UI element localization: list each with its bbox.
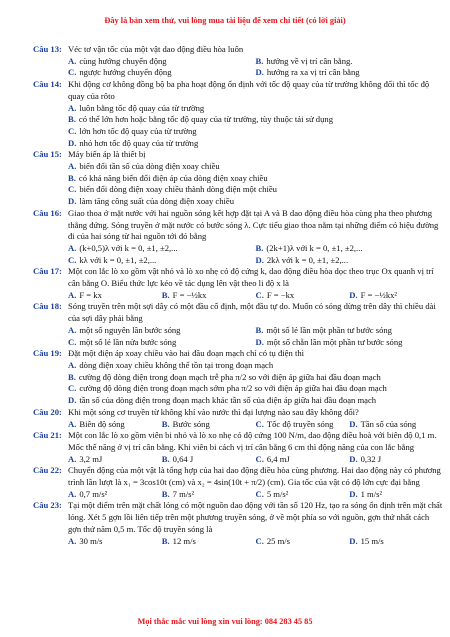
question-stem: Một con lắc lò xo gồm vật nhỏ và lò xo nhẹ có độ cứng k, dao động điều hòa dọc theo trục Ox quanh vị trí cân bằng O. Biểu thức lực kéo về tác dụng lên vật theo li độ x là [68,266,434,289]
option-letter: B. [161,418,170,429]
question-number: Câu 22: [33,465,62,476]
option-text: 6,4 mJ [266,453,290,464]
question-number: Câu 21: [33,430,62,441]
question-number: Câu 16: [33,207,62,218]
answer-option [68,138,443,150]
option-text: 0,7 m/s² [79,488,108,499]
option-letter: B. [161,488,170,499]
option-text: F = kx [79,289,102,300]
option-letter: B. [161,453,170,464]
option-text: dòng điện xoay chiều không thể tồn tại trong đoạn mạch [79,359,274,370]
answer-option [68,383,443,395]
answer-option [68,536,162,548]
answer-options [68,489,443,501]
question-number: Câu 19: [33,348,62,359]
question-item [33,79,443,149]
answer-option [256,67,444,79]
answer-option [68,161,443,173]
answer-option [256,290,350,302]
option-text: 25 m/s [266,535,291,546]
option-letter: B. [68,114,76,125]
answer-option [162,489,256,501]
question-item [33,266,443,301]
option-text: F = −kx [266,289,295,300]
option-text: 2kλ với k = 0, ±1, ±2,... [266,254,349,265]
option-text: tần số của dòng điện trong đoạn mạch khác tần số của điện áp giữa hai đầu đoạn mạch [79,395,377,406]
answer-option [68,184,443,196]
answer-option [349,489,443,501]
option-letter: C. [255,453,264,464]
answer-options [68,419,443,431]
option-letter: D. [68,137,77,148]
answer-option [68,114,443,126]
option-text: luôn bằng tốc độ quay của từ trường [79,102,205,113]
option-letter: C. [68,184,77,195]
answer-option [256,536,350,548]
option-text: kλ với k = 0, ±1, ±2,... [79,254,157,265]
question-stem: Khi một sóng cơ truyền từ không khí vào nước thì đại lượng nào sau đây không đổi? [68,406,359,417]
question-item [33,348,443,407]
option-text: một số nguyên lần bước sóng [79,324,181,335]
answer-options [68,325,443,348]
option-letter: C. [255,418,264,429]
option-letter: B. [255,55,264,66]
option-letter: C. [68,254,77,265]
answer-option [68,372,443,384]
preview-banner: Đây là bản xem thử, vui lòng mua tài liệu để xem chi tiết (có lời giải) [104,16,346,25]
option-letter: A. [68,418,77,429]
option-letter: B. [255,324,264,335]
question-stem: Giao thoa ở mặt nước với hai nguồn sóng kết hợp đặt tại A và B dao động điều hòa cùng pha theo phương thẳng đứng. Sóng truyền ở mặt nước có bước sóng λ. Cực tiểu giao thoa nằm tại những điểm có hiệu đường đi của hai sóng từ hai nguồn tới đó bằng [68,207,439,242]
option-text: 12 m/s [172,535,196,546]
option-text: 30 m/s [79,535,103,546]
option-letter: A. [68,242,77,253]
answer-option [68,290,162,302]
option-text: lớn hơn tốc độ quay của từ trường [79,125,197,136]
question-stem: Tại một điểm trên mặt chất lỏng có một nguồn dao động với tần số 120 Hz, tạo ra sóng ổn định trên mặt chất lỏng. Xét 5 gợn lồi liên tiếp trên một phương truyền sóng, ở về một phía so với nguồn, gợn thứ nhất cách gợn thứ năm 0,5 m. Tốc độ truyền sóng là [68,500,443,534]
option-letter: D. [255,336,264,347]
option-text: 5 m/s² [266,488,289,499]
option-letter: B. [161,535,170,546]
answer-option [68,360,443,372]
question-item [33,500,443,547]
answer-option [68,103,443,115]
answer-options [68,243,443,266]
option-letter: A. [68,359,77,370]
option-letter: D. [255,254,264,265]
question-number: Câu 20: [33,406,62,417]
option-text: có khả năng biến đổi điện áp của dòng điện xoay chiều [78,172,268,183]
option-letter: A. [68,289,77,300]
answer-options [68,103,443,150]
option-text: (k+0,5)λ với k = 0, ±1, ±2,... [79,242,178,253]
option-letter: C. [255,289,264,300]
option-text: Bước sóng [172,418,210,429]
question-item [33,407,443,430]
option-letter: A. [68,453,77,464]
option-text: một số lẻ lần nửa bước sóng [79,336,177,347]
answer-option [349,290,443,302]
answer-option [256,419,350,431]
answer-options [68,360,443,407]
answer-option [349,536,443,548]
option-text: hướng về vị trí cân bằng. [266,55,353,66]
option-text: cùng hướng chuyển động [79,55,167,66]
option-text: biến đổi tần số của dòng điện xoay chiều [79,161,220,172]
option-text: một số lẻ lần một phần tư bước sóng [266,324,392,335]
option-letter: A. [68,161,77,172]
question-stem: Máy biến áp là thiết bị [68,149,146,160]
option-text: có thể lớn hơn hoặc bằng tốc độ quay của từ trường, tùy thuộc tải sử dụng [78,114,333,125]
option-text: 1 m/s² [360,488,383,499]
answer-option [162,419,256,431]
answer-option [162,536,256,548]
question-stem: Chuyển động của một vật là tổng hợp của hai dao động điều hòa cùng phương. Hai dao động này có phương trình lần lượt là x₁ = 3cos10t (cm) và x₂ = 4sin(10t + π/2) (cm). Gia tốc của vật có độ lớn cực đại bằng [68,465,441,488]
option-letter: C. [255,488,264,499]
option-letter: A. [68,55,77,66]
question-number: Câu 15: [33,149,62,160]
answer-option [68,243,256,255]
option-letter: C. [68,67,77,78]
answer-option [68,419,162,431]
option-text: biến đổi dòng điện xoay chiều thành dòng điện một chiều [79,184,277,195]
question-list [33,44,443,547]
option-letter: A. [68,488,77,499]
option-text: cường độ dòng điện trong đoạn mạch trễ pha π/2 so với điện áp giữa hai đầu đoạn mạch [78,371,381,382]
question-number: Câu 13: [33,44,62,54]
answer-option [349,454,443,466]
option-letter: B. [255,242,264,253]
option-text: 7 m/s² [172,488,195,499]
answer-options [68,56,443,79]
answer-option [68,56,256,68]
answer-option [256,56,444,68]
option-letter: A. [68,324,77,335]
question-item [33,208,443,267]
option-text: 15 m/s [360,535,384,546]
question-number: Câu 17: [33,266,62,277]
answer-option [256,243,444,255]
option-text: Biên độ sóng [79,418,125,429]
contact-banner: Mọi thắc mắc vui lòng xin vui lòng: 084 283 45 85 [137,617,313,626]
answer-options [68,161,443,208]
option-letter: D. [349,418,358,429]
option-letter: B. [161,289,170,300]
answer-option [256,454,350,466]
option-text: 3,2 mJ [79,453,103,464]
answer-option [68,454,162,466]
option-letter: B. [68,371,76,382]
option-letter: C. [255,535,264,546]
option-text: ngược hướng chuyển động [79,67,172,78]
option-text: F = −½kx [172,289,207,300]
option-letter: A. [68,102,77,113]
answer-option [162,454,256,466]
answer-option [349,419,443,431]
question-number: Câu 14: [33,79,62,90]
option-letter: D. [68,395,77,406]
option-text: (2k+1)λ với k = 0, ±1, ±2,... [266,242,363,253]
answer-option [68,126,443,138]
answer-option [68,337,256,349]
question-number: Câu 23: [33,500,62,511]
question-item [33,430,443,465]
option-letter: D. [349,453,358,464]
option-text: Tần số của sóng [360,418,417,429]
answer-option [256,489,350,501]
option-text: làm tăng công suất của dòng điện xoay chiều [79,196,235,207]
option-letter: C. [68,125,77,136]
question-stem: Khi động cơ không đồng bộ ba pha hoạt động ổn định với tốc độ quay của từ trường không đổi thì tốc độ quay của rôto [68,79,430,101]
option-text: cường độ dòng điện trong đoạn mạch sớm pha π/2 so với điện áp giữa hai đầu đoạn mạch [79,383,387,394]
option-text: 0,64 J [172,453,194,464]
option-letter: D. [349,289,358,300]
answer-option [256,325,444,337]
answer-options [68,536,443,548]
question-item [33,301,443,348]
option-letter: C. [68,336,77,347]
question-item [33,465,443,500]
question-stem: Véc tơ vận tốc của một vật dao động điều hòa luôn [68,44,244,54]
option-letter: A. [68,535,77,546]
question-stem: Sóng truyền trên một sợi dây có một đầu cố định, một đầu tự do. Muốn có sóng dừng trên dây thì chiều dài của sợi dây phải bằng [68,301,436,324]
answer-option [256,255,444,267]
option-letter: C. [68,383,77,394]
question-stem: Đặt một điện áp xoay chiều vào hai đầu đoạn mạch chỉ có tụ điện thì [68,348,305,359]
answer-options [68,290,443,302]
answer-option [68,173,443,185]
question-stem: Một con lắc lò xo gồm viên bi nhỏ và lò xo nhẹ có độ cứng 100 N/m, dao động điều hoà với biên độ 0,1 m. Mốc thế năng ở vị trí cân bằng. Khi viên bi cách vị trí cân bằng 6 cm thì động năng của con lắc bằng [68,430,437,452]
answer-option [162,290,256,302]
question-number: Câu 18: [33,301,62,312]
option-text: 0,32 J [360,453,382,464]
option-letter: D. [255,67,264,78]
answer-option [68,395,443,407]
answer-option [68,255,256,267]
option-text: hướng ra xa vị trí cân bằng [266,67,360,78]
option-letter: D. [68,196,77,207]
answer-option [256,337,444,349]
answer-option [68,196,443,208]
option-letter: B. [68,172,76,183]
option-text: một số chẵn lần một phần tư bước sóng [266,336,403,347]
option-text: nhỏ hơn tốc độ quay của từ trường [79,137,199,148]
answer-option [68,489,162,501]
answer-options [68,454,443,466]
answer-option [68,325,256,337]
option-text: Tốc độ truyền sóng [266,418,334,429]
option-letter: D. [349,535,358,546]
question-item [33,149,443,208]
answer-option [68,67,256,79]
option-letter: D. [349,488,358,499]
option-text: F = −½kx² [360,289,397,300]
question-item [33,44,443,79]
